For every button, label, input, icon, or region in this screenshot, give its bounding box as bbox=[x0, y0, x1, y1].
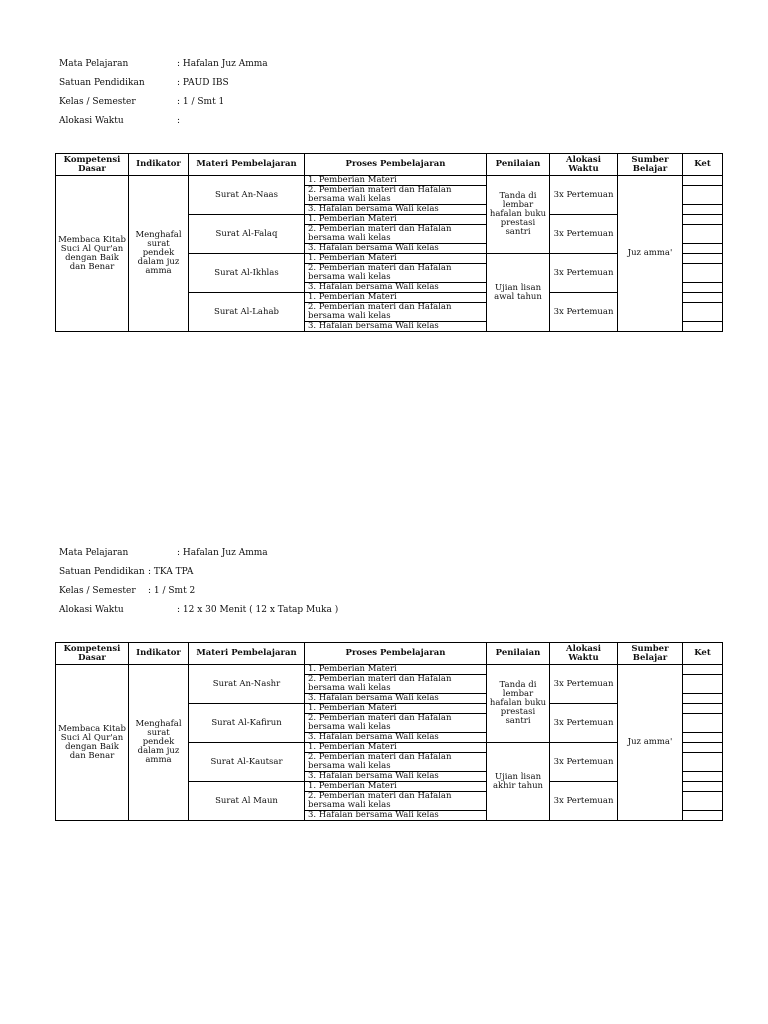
info-label: Kelas / Semester bbox=[59, 97, 136, 107]
kompetensi-cell: Membaca Kitab Suci Al Qur'an dengan Baik dan Benar bbox=[56, 665, 129, 821]
proses-cell: 2. Pemberian materi dan Hafalan bersama wali kelas bbox=[305, 303, 487, 322]
materi-cell: Surat Al-Kafirun bbox=[189, 704, 305, 743]
column-header: Alokasi Waktu bbox=[550, 643, 618, 665]
table-row bbox=[56, 176, 723, 186]
proses-cell: 3. Hafalan bersama Wali kelas bbox=[305, 205, 487, 215]
indikator-cell: Menghafal surat pendek dalam juz amma bbox=[129, 665, 189, 821]
ket-cell bbox=[683, 733, 723, 743]
column-header: Penilaian bbox=[487, 154, 550, 176]
section-info bbox=[0, 55, 768, 143]
ket-cell bbox=[683, 215, 723, 225]
column-header: Proses Pembelajaran bbox=[305, 643, 487, 665]
info-label: Alokasi Waktu bbox=[59, 605, 124, 615]
proses-cell: 1. Pemberian Materi bbox=[305, 293, 487, 303]
proses-cell: 1. Pemberian Materi bbox=[305, 215, 487, 225]
info-value: : Hafalan Juz Amma bbox=[177, 59, 268, 69]
column-header: Ket bbox=[683, 154, 723, 176]
column-header: Indikator bbox=[129, 643, 189, 665]
ket-cell bbox=[683, 244, 723, 254]
proses-cell: 2. Pemberian materi dan Hafalan bersama wali kelas bbox=[305, 186, 487, 205]
materi-cell: Surat An-Nashr bbox=[189, 665, 305, 704]
info-value: : bbox=[177, 116, 181, 126]
column-header: Kompetensi Dasar bbox=[56, 154, 129, 176]
proses-cell: 3. Hafalan bersama Wali kelas bbox=[305, 772, 487, 782]
info-label: Alokasi Waktu bbox=[59, 116, 124, 126]
info-label: Satuan Pendidikan bbox=[59, 78, 145, 88]
column-header: Materi Pembelajaran bbox=[189, 154, 305, 176]
ket-cell bbox=[683, 176, 723, 186]
info-value: : 1 / Smt 2 bbox=[148, 586, 196, 596]
proses-cell: 1. Pemberian Materi bbox=[305, 743, 487, 753]
ket-cell bbox=[683, 753, 723, 772]
proses-cell: 2. Pemberian materi dan Hafalan bersama wali kelas bbox=[305, 792, 487, 811]
ket-cell bbox=[683, 675, 723, 694]
info-value: : TKA TPA bbox=[148, 567, 194, 577]
curriculum-table bbox=[55, 153, 723, 332]
proses-cell: 2. Pemberian materi dan Hafalan bersama wali kelas bbox=[305, 753, 487, 772]
ket-cell bbox=[683, 322, 723, 332]
info-value: : 1 / Smt 1 bbox=[177, 97, 225, 107]
materi-cell: Surat Al-Lahab bbox=[189, 293, 305, 332]
proses-cell: 3. Hafalan bersama Wali kelas bbox=[305, 733, 487, 743]
materi-cell: Surat Al-Falaq bbox=[189, 215, 305, 254]
ket-cell bbox=[683, 782, 723, 792]
ket-cell bbox=[683, 704, 723, 714]
alokasi-cell: 3x Pertemuan bbox=[550, 743, 618, 782]
proses-cell: 3. Hafalan bersama Wali kelas bbox=[305, 811, 487, 821]
column-header: Sumber Belajar bbox=[618, 154, 683, 176]
alokasi-cell: 3x Pertemuan bbox=[550, 704, 618, 743]
materi-cell: Surat An-Naas bbox=[189, 176, 305, 215]
proses-cell: 3. Hafalan bersama Wali kelas bbox=[305, 244, 487, 254]
info-label: Satuan Pendidikan bbox=[59, 567, 145, 577]
curriculum-table bbox=[55, 642, 723, 821]
alokasi-cell: 3x Pertemuan bbox=[550, 293, 618, 332]
proses-cell: 2. Pemberian materi dan Hafalan bersama wali kelas bbox=[305, 714, 487, 733]
proses-cell: 2. Pemberian materi dan Hafalan bersama wali kelas bbox=[305, 675, 487, 694]
column-header: Ket bbox=[683, 643, 723, 665]
proses-cell: 2. Pemberian materi dan Hafalan bersama wali kelas bbox=[305, 225, 487, 244]
ket-cell bbox=[683, 205, 723, 215]
table-header-row bbox=[56, 643, 723, 665]
ket-cell bbox=[683, 714, 723, 733]
penilaian-cell: Ujian lisan awal tahun bbox=[487, 254, 550, 332]
column-header: Proses Pembelajaran bbox=[305, 154, 487, 176]
info-label: Kelas / Semester bbox=[59, 586, 136, 596]
info-value: : PAUD IBS bbox=[177, 78, 229, 88]
alokasi-cell: 3x Pertemuan bbox=[550, 254, 618, 293]
proses-cell: 1. Pemberian Materi bbox=[305, 176, 487, 186]
proses-cell: 3. Hafalan bersama Wali kelas bbox=[305, 694, 487, 704]
indikator-cell: Menghafal surat pendek dalam juz amma bbox=[129, 176, 189, 332]
proses-cell: 3. Hafalan bersama Wali kelas bbox=[305, 322, 487, 332]
penilaian-cell: Tanda di lembar hafalan buku prestasi santri bbox=[487, 665, 550, 743]
ket-cell bbox=[683, 811, 723, 821]
ket-cell bbox=[683, 772, 723, 782]
alokasi-cell: 3x Pertemuan bbox=[550, 665, 618, 704]
ket-cell bbox=[683, 694, 723, 704]
info-label: Mata Pelajaran bbox=[59, 59, 129, 69]
column-header: Kompetensi Dasar bbox=[56, 643, 129, 665]
alokasi-cell: 3x Pertemuan bbox=[550, 176, 618, 215]
curriculum-section-1 bbox=[0, 55, 768, 331]
materi-cell: Surat Al Maun bbox=[189, 782, 305, 821]
proses-cell: 1. Pemberian Materi bbox=[305, 254, 487, 264]
sumber-cell: Juz amma' bbox=[618, 176, 683, 332]
ket-cell bbox=[683, 665, 723, 675]
ket-cell bbox=[683, 254, 723, 264]
materi-cell: Surat Al-Kautsar bbox=[189, 743, 305, 782]
proses-cell: 1. Pemberian Materi bbox=[305, 665, 487, 675]
curriculum-section-2 bbox=[0, 544, 768, 820]
sumber-cell: Juz amma' bbox=[618, 665, 683, 821]
alokasi-cell: 3x Pertemuan bbox=[550, 215, 618, 254]
info-label: Mata Pelajaran bbox=[59, 548, 129, 558]
info-value: : 12 x 30 Menit ( 12 x Tatap Muka ) bbox=[177, 605, 339, 615]
ket-cell bbox=[683, 293, 723, 303]
materi-cell: Surat Al-Ikhlas bbox=[189, 254, 305, 293]
ket-cell bbox=[683, 186, 723, 205]
table-header-row bbox=[56, 154, 723, 176]
proses-cell: 1. Pemberian Materi bbox=[305, 704, 487, 714]
proses-cell: 2. Pemberian materi dan Hafalan bersama wali kelas bbox=[305, 264, 487, 283]
info-value: : Hafalan Juz Amma bbox=[177, 548, 268, 558]
column-header: Sumber Belajar bbox=[618, 643, 683, 665]
column-header: Alokasi Waktu bbox=[550, 154, 618, 176]
ket-cell bbox=[683, 792, 723, 811]
ket-cell bbox=[683, 225, 723, 244]
kompetensi-cell: Membaca Kitab Suci Al Qur'an dengan Baik dan Benar bbox=[56, 176, 129, 332]
alokasi-cell: 3x Pertemuan bbox=[550, 782, 618, 821]
proses-cell: 1. Pemberian Materi bbox=[305, 782, 487, 792]
column-header: Indikator bbox=[129, 154, 189, 176]
ket-cell bbox=[683, 283, 723, 293]
column-header: Materi Pembelajaran bbox=[189, 643, 305, 665]
penilaian-cell: Ujian lisan akhir tahun bbox=[487, 743, 550, 821]
ket-cell bbox=[683, 264, 723, 283]
section-info bbox=[0, 544, 768, 632]
ket-cell bbox=[683, 303, 723, 322]
table-row bbox=[56, 665, 723, 675]
ket-cell bbox=[683, 743, 723, 753]
penilaian-cell: Tanda di lembar hafalan buku prestasi santri bbox=[487, 176, 550, 254]
proses-cell: 3. Hafalan bersama Wali kelas bbox=[305, 283, 487, 293]
column-header: Penilaian bbox=[487, 643, 550, 665]
